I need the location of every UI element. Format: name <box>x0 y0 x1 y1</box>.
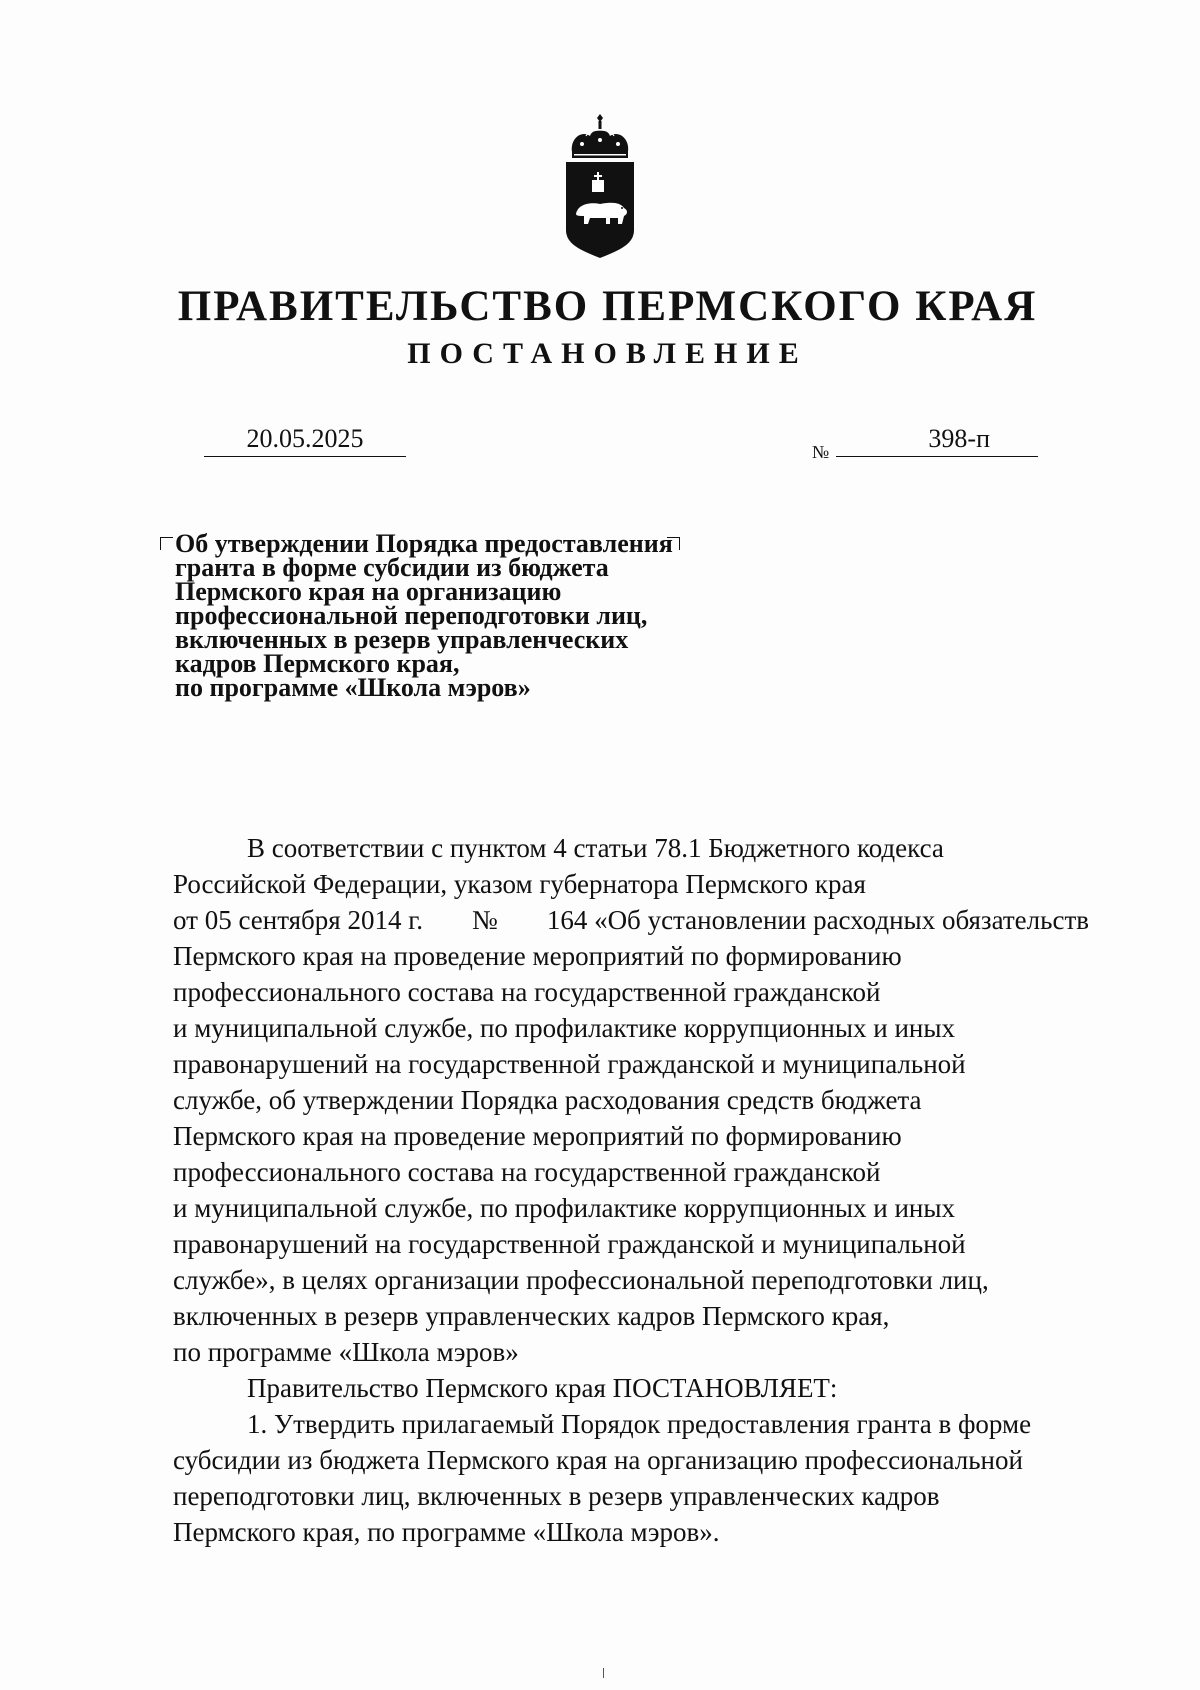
doc-type: ПОСТАНОВЛЕНИЕ <box>407 337 808 370</box>
subject-line: Пермского края на организацию <box>175 577 562 606</box>
number-label: № <box>812 442 830 462</box>
resolves-line: Правительство Пермского края ПОСТАНОВЛЯЕТ: <box>247 1373 838 1403</box>
preamble-line: и муниципальной службе, по профилактике коррупционных и иных <box>173 1193 955 1223</box>
preamble-line: профессионального состава на государственной гражданской <box>173 1157 881 1187</box>
preamble-line: включенных в резерв управленческих кадров Пермского края, <box>173 1301 890 1331</box>
org-title: ПРАВИТЕЛЬСТВО ПЕРМСКОГО КРАЯ <box>177 283 1038 330</box>
subject-line: по программе «Школа мэров» <box>175 673 531 702</box>
subject-corner-mark-left <box>160 537 173 550</box>
subject-line: включенных в резерв управленческих <box>175 625 629 654</box>
subject-line: профессиональной переподготовки лиц, <box>175 601 648 630</box>
preamble-line: службе», в целях организации профессиональной переподготовки лиц, <box>173 1265 989 1295</box>
date-field: 20.05.2025 <box>204 422 406 457</box>
subject-line: кадров Пермского края, <box>175 649 460 678</box>
preamble-line: и муниципальной службе, по профилактике коррупционных и иных <box>173 1013 955 1043</box>
subject-line: гранта в форме субсидии из бюджета <box>175 553 609 582</box>
item1-line: переподготовки лиц, включенных в резерв управленческих кадров <box>173 1481 940 1511</box>
scan-speck <box>603 1668 604 1678</box>
subject-line: Об утверждении Порядка предоставления <box>175 529 673 558</box>
preamble-line: правонарушений на государственной гражданской и муниципальной <box>173 1229 966 1259</box>
number-value: 398-п <box>928 424 990 453</box>
preamble-line: Пермского края на проведение мероприятий по формированию <box>173 1121 902 1151</box>
preamble-line: Пермского края на проведение мероприятий по формированию <box>173 941 902 971</box>
item1-line: 1. Утвердить прилагаемый Порядок предоставления гранта в форме <box>247 1409 1032 1439</box>
preamble-line: службе, об утверждении Порядка расходования средств бюджета <box>173 1085 922 1115</box>
item1-line: Пермского края, по программе «Школа мэров». <box>173 1517 720 1547</box>
preamble-line: В соответствии с пунктом 4 статьи 78.1 Бюджетного кодекса <box>247 833 944 863</box>
subject-heading <box>175 529 735 702</box>
preamble-line: по программе «Школа мэров» <box>173 1337 519 1367</box>
preamble-line: Российской Федерации, указом губернатора Пермского края <box>173 869 866 899</box>
preamble-line: правонарушений на государственной гражданской и муниципальной <box>173 1049 966 1079</box>
number-field <box>836 422 1038 457</box>
preamble-line: от 05 сентября 2014 г. № 164 «Об установлении расходных обязательств <box>173 905 1089 935</box>
preamble-line: профессионального состава на государственной гражданской <box>173 977 881 1007</box>
perm-krai-coat-of-arms-icon <box>560 112 640 260</box>
item1-line: субсидии из бюджета Пермского края на организацию профессиональной <box>173 1445 1023 1475</box>
body-text <box>173 830 1089 1550</box>
